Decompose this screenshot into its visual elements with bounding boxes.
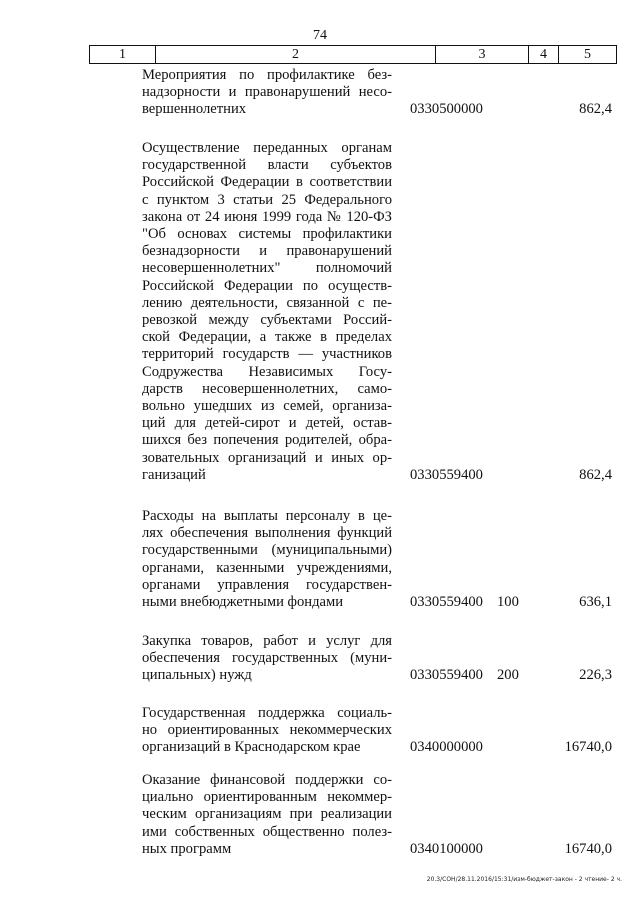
column-header-2: 2: [156, 46, 436, 64]
description-line: дарств несовершеннолетних, само-: [142, 380, 392, 397]
description-line: территорий государств — участников: [142, 346, 392, 363]
row-code: 0330559400: [410, 667, 483, 684]
description-line: ческим организациям при реализации: [142, 806, 392, 823]
description-line: Содружества Независимых Госу-: [142, 363, 392, 380]
description-line: ных программ: [142, 840, 232, 857]
description-line: зовательных организаций и иных ор-: [142, 449, 392, 466]
description-line: Осуществление переданных органам: [142, 140, 392, 156]
description-line: ской Федерации, а также в пределах: [142, 329, 392, 346]
description-line: Закупка товаров, работ и услуг для: [142, 633, 392, 649]
description-line: Государственная поддержка социаль-: [142, 705, 392, 721]
column-header-3: 3: [436, 46, 529, 64]
description-line: государственными (муниципальными): [142, 542, 392, 559]
row-code: 0330559400: [410, 594, 483, 610]
description-line: ций для детей-сирот и детей, остав-: [142, 415, 392, 432]
description-line: лях обеспечения выполнения функций: [142, 525, 392, 542]
row-expense-type: 100: [497, 594, 519, 610]
row-code: 0330500000: [410, 101, 483, 118]
description-line: ими собственных общественно полез-: [142, 823, 392, 840]
row-code: 0330559400: [410, 466, 483, 483]
row-description: [142, 772, 392, 858]
description-line: организаций в Краснодарском крае: [142, 739, 361, 756]
column-header-1: 1: [90, 46, 156, 64]
column-header-table: [89, 45, 617, 64]
description-line: закона от 24 июня 1999 года № 120-ФЗ: [142, 208, 392, 225]
row-description: [142, 140, 392, 484]
row-description: [142, 705, 392, 757]
description-line: ганизаций: [142, 466, 206, 483]
row-code: 0340100000: [410, 840, 483, 857]
description-line: шихся без попечения родителей, обра-: [142, 432, 392, 449]
description-line: государственной власти субъектов: [142, 157, 392, 174]
description-line: Мероприятия по профилактике без-: [142, 67, 392, 83]
description-line: органами управления государствен-: [142, 576, 392, 593]
description-line: ревозкой между субъектами Россий-: [142, 312, 392, 329]
description-line: ципальных) нужд: [142, 667, 252, 684]
column-header-row: [90, 46, 617, 64]
row-expense-type: 200: [497, 667, 519, 684]
row-description: [142, 67, 392, 119]
description-line: циально ориентированным некоммер-: [142, 789, 392, 806]
description-line: безнадзорности и правонарушений: [142, 243, 392, 260]
column-header-4: 4: [529, 46, 559, 64]
description-line: лению деятельности, связанной с пе-: [142, 294, 392, 311]
row-amount: 862,4: [579, 101, 612, 118]
page-number: 74: [313, 28, 327, 43]
row-code: 0340000000: [410, 739, 483, 756]
description-line: обеспечения государственных (муни-: [142, 650, 392, 667]
description-line: Российской Федерации по осуществ-: [142, 277, 392, 294]
description-line: надзорности и правонарушений несо-: [142, 84, 392, 101]
description-line: с пунктом 3 статьи 25 Федерального: [142, 191, 392, 208]
row-amount: 16740,0: [564, 840, 612, 857]
description-line: но ориентированных некоммерческих: [142, 722, 392, 739]
row-amount: 226,3: [579, 667, 612, 684]
column-header-5: 5: [559, 46, 617, 64]
row-description: [142, 633, 392, 685]
description-line: несовершеннолетних" полномочий: [142, 260, 392, 277]
description-line: ными внебюджетными фондами: [142, 594, 344, 611]
row-description: [142, 508, 392, 611]
row-amount: 16740,0: [564, 739, 612, 756]
description-line: Оказание финансовой поддержки со-: [142, 772, 392, 788]
description-line: вершеннолетних: [142, 101, 247, 118]
description-line: Расходы на выплаты персоналу в це-: [142, 508, 392, 524]
description-line: вольно ушедших из семей, организа-: [142, 398, 392, 415]
description-line: органами, казенными учреждениями,: [142, 559, 392, 576]
description-line: "Об основах системы профилактики: [142, 226, 392, 243]
footer-file-reference: 20.3/СОН/28.11.2016/15:31/изм-бюджет-закон - 2 чтение- 2 ч.: [426, 876, 622, 883]
description-line: Российской Федерации в соответствии: [142, 174, 392, 191]
row-amount: 862,4: [579, 466, 612, 483]
row-amount: 636,1: [579, 594, 612, 610]
